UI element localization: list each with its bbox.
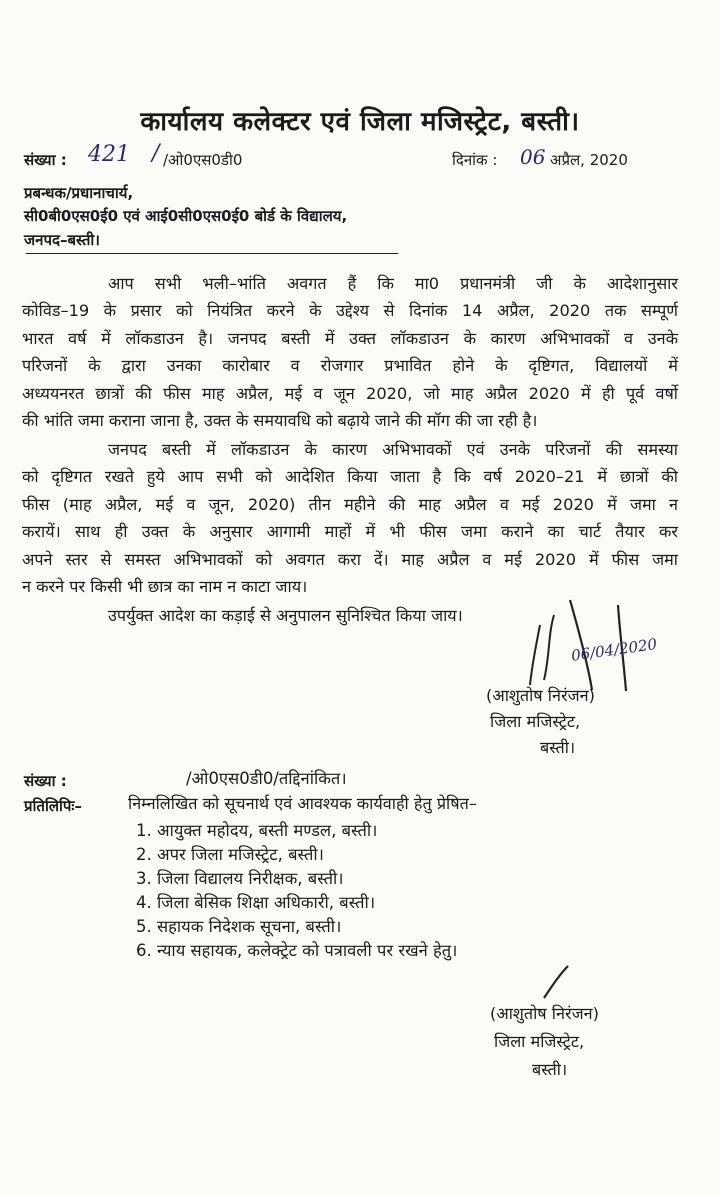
paragraph-line: की भांति जमा कराना जाना है, उक्त के समयावधि को बढ़ाये जाने की मॉग की जा रही है। [22,410,538,430]
cc-intro: निम्नलिखित को सूचनार्थ एवं आवश्यक कार्यवाही हेतु प्रेषित– [128,794,477,813]
paragraph-line: अध्ययनरत छात्रों की फीस माह अप्रैल, मई व जून 2020, जो माह अप्रैल 2020 में ही पूर्व वर्षो [22,383,678,403]
cc-list-item: 6. न्याय सहायक, कलेक्ट्रेट को पत्रावली पर रखने हेतु। [136,941,458,960]
signatory-2-place: बस्ती। [532,1060,568,1079]
divider-line [26,253,398,254]
copy-number-label: संख्या : [24,772,67,790]
paragraph-line: करायें। साथ ही उक्त के अनुसार आगामी माहों में भी फीस जमा कराने का चार्ट तैयार कर [22,522,678,542]
cc-list-item: 1. आयुक्त महोदय, बस्ती मण्डल, बस्ती। [136,821,378,840]
cc-list-item: 5. सहायक निदेशक सूचना, बस्ती। [136,917,342,936]
body-paragraph-1 [22,270,678,434]
cc-list-item: 4. जिला बेसिक शिक्षा अधिकारी, बस्ती। [136,893,376,912]
paragraph-line: को दृष्टिगत रखते हुये आप सभी को आदेशित किया जाता है कि वर्ष 2020–21 में छात्रों की [22,467,678,487]
paragraph-line: परिजनों के द्वारा उनका कारोबार व रोजगार प्रभावित होने के दृष्टिगत, विद्यालयों में [22,356,678,376]
date-rest: अप्रैल, 2020 [550,151,628,169]
date-label: दिनांक : [452,151,498,169]
signature-tick-icon [536,962,576,1002]
cc-list-item: 3. जिला विद्यालय निरीक्षक, बस्ती। [136,869,344,888]
date-day-handwritten: 06 [520,145,546,169]
body-paragraph-2 [22,436,678,600]
signatory-name: (आशुतोष निरंजन) [486,686,595,705]
signatory-2-designation: जिला मजिस्ट्रेट, [494,1032,585,1051]
paragraph-line: अपने स्तर से समस्त अभिभावकों को अवगत करा दें। माह अप्रैल व मई 2020 में फीस जमा [22,549,678,569]
cc-label: प्रतिलिपिः– [24,797,82,815]
reference-number-handwritten: 421 [88,142,130,167]
paragraph-line: फीस (माह अप्रैल, मई व जून, 2020) तीन महीने की माह अप्रैल व मई 2020 में जमा न [22,494,678,514]
reference-number-label: संख्या : [24,151,67,169]
paragraph-line: न करने पर किसी भी छात्र का नाम न काटा जाय। [22,576,308,596]
paragraph-line: आप सभी भली–भांति अवगत हैं कि मा0 प्रधानमंत्री जी के आदेशानुसार [108,274,678,293]
signature-date-handwritten: 06/04/2020 [570,634,659,665]
office-title: कार्यालय कलेक्टर एवं जिला मजिस्ट्रेट, बस्ती। [140,107,580,137]
signatory-place: बस्ती। [540,738,576,757]
addressee-line-3: जनपद–बस्ती। [24,231,100,249]
copy-number-suffix: /ओ0एस0डी0/तद्दिनांकित। [186,769,347,788]
signatory-2-name: (आशुतोष निरंजन) [490,1004,599,1023]
signatory-designation: जिला मजिस्ट्रेट, [490,712,581,731]
addressee-line-1: प्रबन्धक/प्रधानाचार्य, [24,184,134,202]
reference-number-suffix: /ओ0एस0डी0 [163,151,243,169]
paragraph-line: कोविड–19 के प्रसार को नियंत्रित करने के उद्देश्य से दिनांक 14 अप्रैल, 2020 तक सम्पूर्ण [22,301,678,321]
reference-slash: / [152,141,160,166]
paragraph-line: जनपद बस्ती में लॉकडाउन के कारण अभिभावकों एवं उनके परिजनों की समस्या [108,440,678,459]
paragraph-line: भारत वर्ष में लॉकडाउन है। जनपद बस्ती में उक्त लॉकडाउन के कारण अभिभावकों व उनके [22,328,678,348]
addressee-line-2: सी0बी0एस0ई0 एवं आई0सी0एस0ई0 बोर्ड के विद्यालय, [24,207,348,225]
body-paragraph-3: उपर्युक्त आदेश का कड़ाई से अनुपालन सुनिश्चित किया जाय। [108,606,463,625]
cc-list-item: 2. अपर जिला मजिस्ट्रेट, बस्ती। [136,845,324,864]
